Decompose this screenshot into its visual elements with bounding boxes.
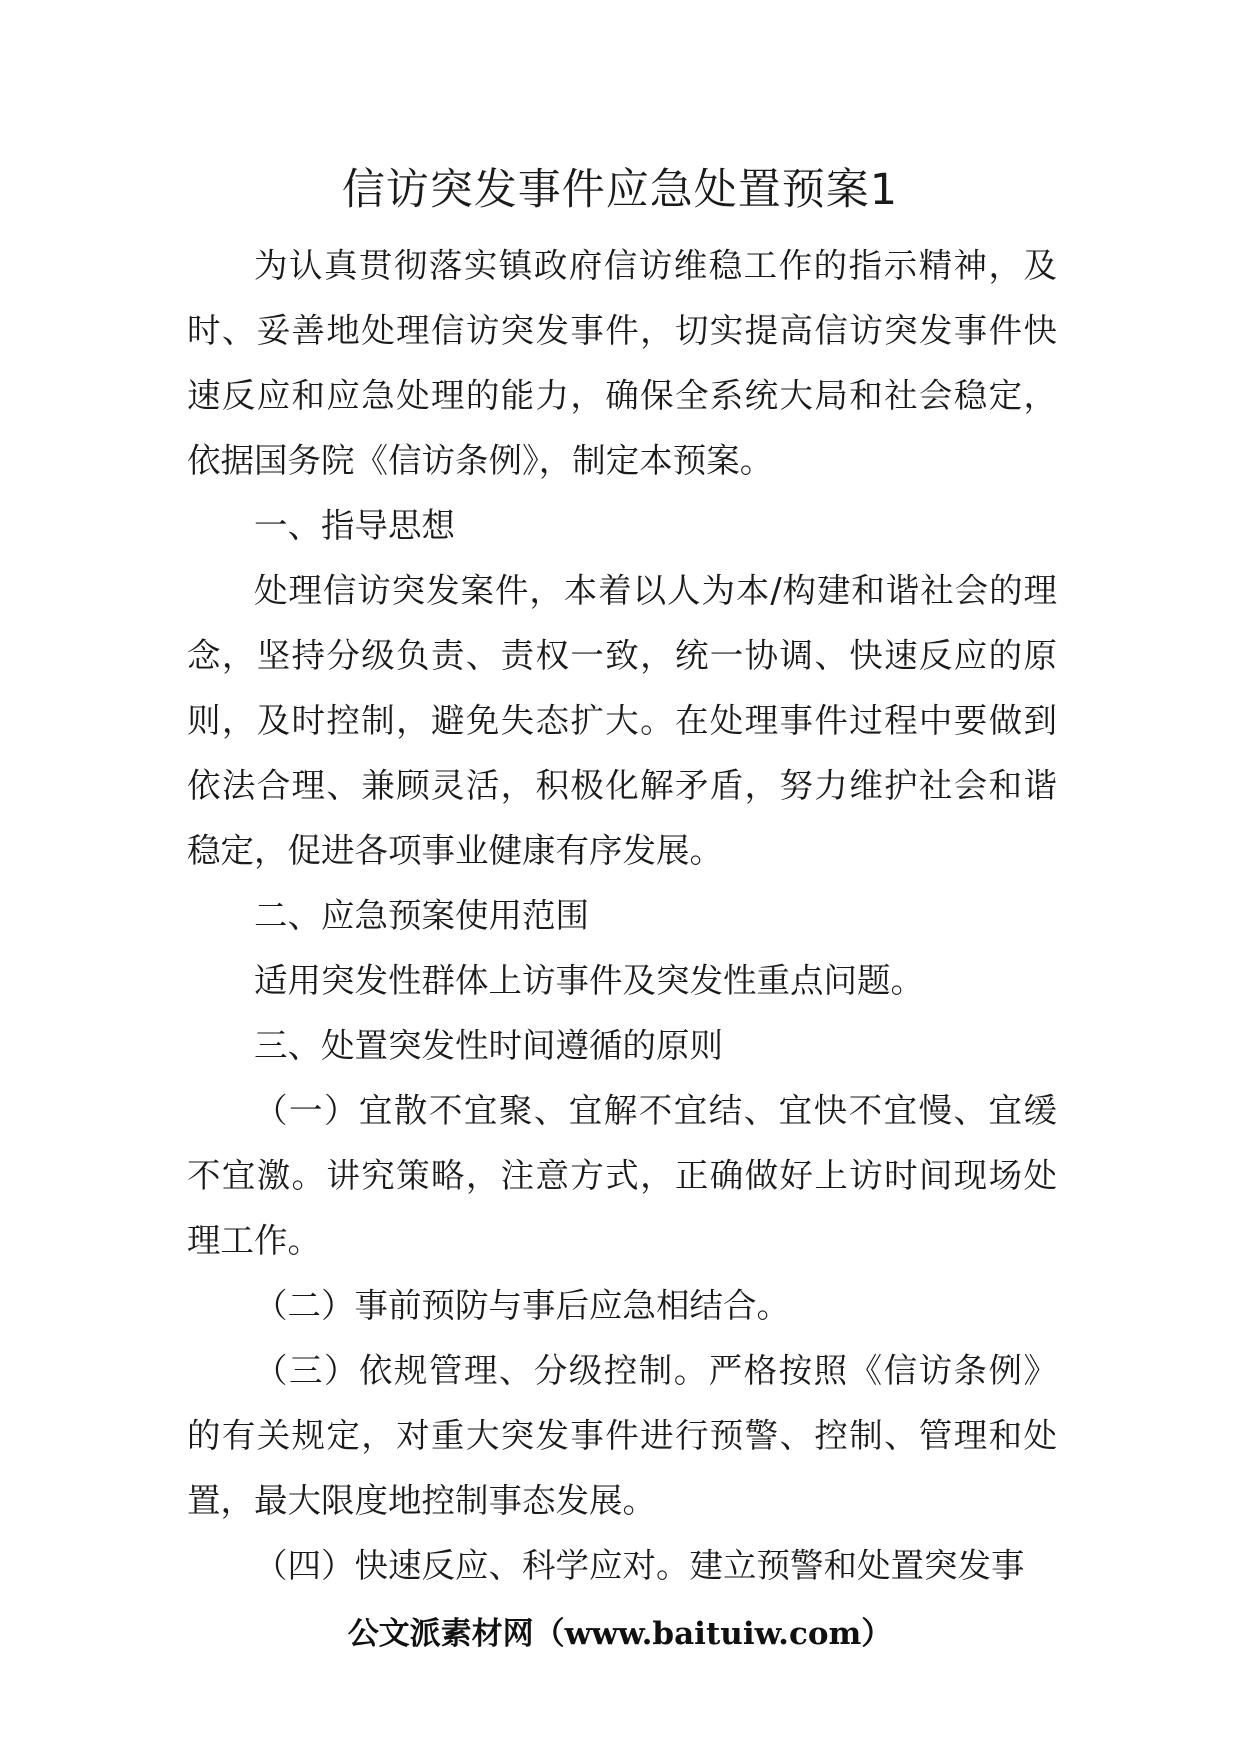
- document-title: 信访突发事件应急处置预案1: [341, 165, 899, 215]
- heading-scope: 二、应急预案使用范围: [254, 896, 589, 935]
- paragraph-principle-1: （一）宜散不宜聚、宜解不宜结、宜快不宜慢、宜缓不宜激。讲究策略，注意方式，正确做好上访时间现场处理工作。: [187, 1091, 1057, 1260]
- paragraph-scope: 适用突发性群体上访事件及突发性重点问题。: [254, 961, 924, 1000]
- paragraph-principle-2: （二）事前预防与事后应急相结合。: [254, 1286, 790, 1325]
- footer-watermark: 公文派素材网（www.baituiw.com）: [347, 1616, 893, 1652]
- paragraph-guiding-ideology: 处理信访突发案件，本着以人为本/构建和谐社会的理念，坚持分级负责、责权一致，统一协调、快速反应的原则，及时控制，避免失态扩大。在处理事件过程中要做到依法合理、兼顾灵活，积极化解矛盾，努力维护社会和谐稳定，促进各项事业健康有序发展。: [187, 571, 1057, 870]
- heading-guiding-ideology: 一、指导思想: [254, 506, 455, 545]
- paragraph-principle-4: （四）快速反应、科学应对。建立预警和处置突发事: [254, 1546, 1025, 1585]
- paragraph-principle-3: （三）依规管理、分级控制。严格按照《信访条例》的有关规定，对重大突发事件进行预警、控制、管理和处置，最大限度地控制事态发展。: [187, 1351, 1057, 1520]
- heading-principles: 三、处置突发性时间遵循的原则: [254, 1026, 723, 1065]
- document-body: [187, 233, 1057, 1598]
- paragraph-intro: 为认真贯彻落实镇政府信访维稳工作的指示精神，及时、妥善地处理信访突发事件，切实提高信访突发事件快速反应和应急处理的能力，确保全系统大局和社会稳定，依据国务院《信访条例》，制定本预案。: [187, 246, 1057, 480]
